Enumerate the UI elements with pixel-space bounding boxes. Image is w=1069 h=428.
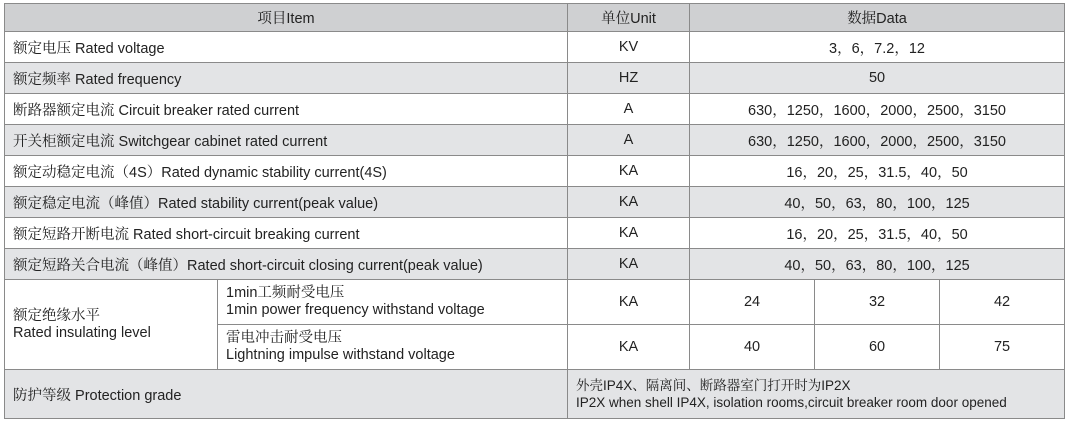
header-row [5, 4, 1065, 32]
table-row [5, 218, 1065, 249]
spec-table [4, 3, 1065, 419]
insulation-value: 42 [940, 280, 1065, 325]
sub-item-cn: 雷电冲击耐受电压 [226, 330, 342, 346]
table-row [5, 249, 1065, 280]
row-data: 16，20，25，31.5，40，50 [690, 218, 1065, 249]
insulation-sub-item [218, 325, 568, 370]
header-data: 数据Data [690, 4, 1065, 32]
row-unit: KA [568, 156, 690, 187]
row-item: 额定短路开断电流 Rated short-circuit breaking current [5, 218, 568, 249]
row-unit: KA [568, 280, 690, 325]
row-unit: KA [568, 249, 690, 280]
row-unit: KA [568, 325, 690, 370]
insulation-value: 40 [690, 325, 815, 370]
table-row [5, 63, 1065, 94]
insulation-label-en: Rated insulating level [13, 324, 151, 341]
row-item: 开关柜额定电流 Switchgear cabinet rated current [5, 125, 568, 156]
row-unit: KA [568, 187, 690, 218]
row-unit: A [568, 94, 690, 125]
table-row [5, 156, 1065, 187]
row-item: 额定动稳定电流（4S）Rated dynamic stability current(4S) [5, 156, 568, 187]
row-data: 630，1250，1600，2000，2500，3150 [690, 125, 1065, 156]
insulation-value: 75 [940, 325, 1065, 370]
header-unit: 单位Unit [568, 4, 690, 32]
insulation-row-1 [5, 280, 1065, 325]
row-item: 断路器额定电流 Circuit breaker rated current [5, 94, 568, 125]
row-data: 16，20，25，31.5，40，50 [690, 156, 1065, 187]
protection-data-en: IP2X when shell IP4X, isolation rooms,circuit breaker room door opened [576, 395, 1007, 410]
table-row [5, 32, 1065, 63]
row-item: 额定频率 Rated frequency [5, 63, 568, 94]
protection-data [568, 370, 1065, 419]
row-unit: HZ [568, 63, 690, 94]
table-row [5, 125, 1065, 156]
row-data: 40，50，63，80，100，125 [690, 187, 1065, 218]
row-data: 40，50，63，80，100，125 [690, 249, 1065, 280]
insulation-value: 32 [815, 280, 940, 325]
header-item: 项目Item [5, 4, 568, 32]
insulation-label [5, 280, 218, 370]
insulation-label-cn: 额定绝缘水平 [13, 307, 100, 324]
insulation-sub-item [218, 280, 568, 325]
sub-item-cn: 1min工频耐受电压 [226, 285, 345, 301]
protection-item: 防护等级 Protection grade [5, 370, 568, 419]
row-data: 3，6，7.2，12 [690, 32, 1065, 63]
insulation-value: 60 [815, 325, 940, 370]
sub-item-en: 1min power frequency withstand voltage [226, 302, 485, 318]
insulation-value: 24 [690, 280, 815, 325]
row-item: 额定电压 Rated voltage [5, 32, 568, 63]
table-row [5, 94, 1065, 125]
protection-data-cn: 外壳IP4X、隔离间、断路器室门打开时为IP2X [576, 378, 851, 393]
row-unit: KA [568, 218, 690, 249]
row-data: 50 [690, 63, 1065, 94]
row-data: 630，1250，1600，2000，2500，3150 [690, 94, 1065, 125]
row-unit: A [568, 125, 690, 156]
row-item: 额定短路关合电流（峰值）Rated short-circuit closing current(peak value) [5, 249, 568, 280]
row-unit: KV [568, 32, 690, 63]
protection-row [5, 370, 1065, 419]
sub-item-en: Lightning impulse withstand voltage [226, 347, 455, 363]
table-row [5, 187, 1065, 218]
row-item: 额定稳定电流（峰值）Rated stability current(peak value) [5, 187, 568, 218]
